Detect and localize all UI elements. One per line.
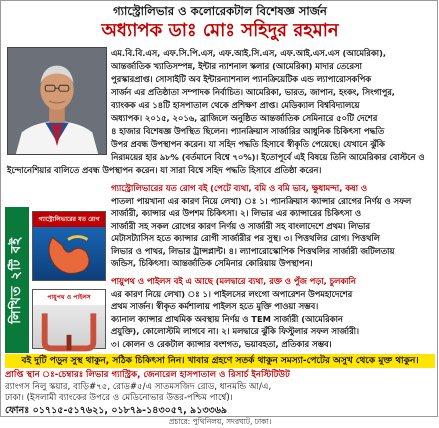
address-line: র‍্যাংগস নিলু স্কয়ার, বাড়ি#৭৫, রোড#৫/এ সাতমসজিদ রোড, ধানমন্ডি আ/এ, — [5, 381, 272, 392]
bio-line: উপর প্রবন্ধ উপস্থাপন করেন। যা সহিদ পদ্ধতি হিসাবে স্বীকৃতি পেয়েছে। যেখানে ঝুঁকি — [111, 139, 385, 149]
desc-line: সার্জারী সহ সকল রোগের কারণ নির্ণয় ও সার্জারী সহ বাংলাদেশে প্রথম। লিভার — [111, 220, 370, 231]
side-band-label: লিখিত ২টি বই — [8, 236, 24, 324]
header-subtitle: গ্যাস্ট্রোলিভার ও কলোরেকটাল বিশেষজ্ঞ সার্জন — [113, 4, 327, 18]
desc-line: গ্যাস্ট্রোলিভারের যত রোগ বই (পেটে ব্যথা, বমি ও বমি ভাব, ক্ষুধামন্দা, কষা ও — [111, 183, 368, 193]
chamber-address — [5, 370, 435, 428]
bio-line: ব্যাংকক এর ১৪টি হাসপাতাল থেকে প্রশিক্ষণ প্রাপ্ত। মেডিক্যাল বিশ্ববিদ্যালয়ে — [111, 100, 360, 110]
book1-description — [111, 182, 435, 270]
colon-illustration-icon — [33, 305, 105, 353]
books-side-band — [5, 207, 29, 353]
desc-line: সার্জারী, ক্যান্সার এর উপশম চিকিৎসা। ২। লিভার এর ক্যান্সারের চিকিৎসা ও — [111, 208, 362, 218]
book-cover-piles — [32, 289, 106, 349]
book2-description — [111, 275, 435, 350]
doctor-name-heading: অধ্যাপক ডাঃ মোঃ সহিদুর রহমান — [101, 20, 339, 41]
hospital-name: লিভার গ্যাস্ট্রিক, জেনারেল হাসপাতাল ও রিসার্চ ইনস্টিটিউট — [86, 370, 290, 380]
bio-line: নিরাময়ের হার ৯৮% (বর্তমানে বিশ্বে ৭০%)। ইতোপূর্বে এই বিষয়ে তিনি আমেরিকার বোস্টনে ও — [111, 152, 425, 162]
bio-line: সার্জন এর প্রতিষ্ঠাতা সম্পাদক নির্বাচিত। আমেরিকা, ভারত, জাপান, হংকং, সিংগাপুর, — [111, 87, 395, 97]
bio-line: আন্তর্জাতিক খ্যাতিসম্পন্ন, ইন্টার ন্যাশনাল স্কলার (আমেরিকা) মাদার তেরেসা — [111, 61, 362, 71]
bio-line: এম.বি.বি.এস, এফ.সি.পি.এস, এফ.আই.সি.এস, এফ.আই.এস.এস (আমেরিকা), — [111, 48, 387, 58]
desc-line: প্রথম সার্জন। স্বীকৃত কর্মশালায় পাইলস হতে মুক্তি পাওয়া সম্ভব। — [111, 301, 319, 311]
desc-line: ৩। কোলন ও রেকটাল ক্যান্সার বংশগত, ভয়াবহতা, প্রতিকার সম্ভব। — [111, 338, 332, 349]
address-label: প্রাপ্তি স্থান ঃ-চেম্বারঃ — [5, 370, 84, 380]
advice-banner: বই দুটি পড়ুন সুস্থ থাকুন, সঠিক চিকিৎসা নিন। খাবার গ্রহণে সতর্ক থাকুন সমস্যা-পেটের অসুখ থেকে মুক্ত থাকুন। — [5, 354, 435, 368]
address-line: ঢাকা। (ইসলামী ব্যাংকের উপরে ও মেডিনোভার উত্তর-পশ্চিম পার্শ্বে)। — [5, 393, 233, 403]
bio-line: অধ্যাপক। ২০১৫, ২০১৬, ব্রাজিলে অনুষ্ঠিত আন্তর্জাতিক সেমিনারে ৫০টি দেশের — [111, 113, 378, 123]
desc-line: এর কারণ নিয়ে লেখা) ঃ ১। পাইলসের লংগো অপারেশন উপমহাদেশের — [111, 288, 353, 299]
doctor-bio-continued — [7, 151, 435, 177]
stomach-illustration-icon — [33, 227, 105, 285]
bio-line: পুরস্কারপ্রাপ্ত। সোসাইটি অব ইন্টারন্যাশনাল প্যানক্রিয়েটিক এন্ড ল্যাপারোসকপিক — [111, 74, 372, 84]
doctor-bio — [111, 47, 435, 151]
desc-line: ক্যানাল ক্যান্সার প্রাথমিক অবস্থায় নির্ণয় ও TEM সার্জারী (আমেরিকান — [111, 313, 343, 324]
desc-line: প্রযুক্তি), কোলোস্টমি লাগবে না। ২। মলদ্বারে ঝুঁকি ফিস্টুলার সফল সার্জারী। — [111, 326, 359, 336]
desc-line: পায়ুপথ ও পাইলস বই এ আছে (মলদ্বারে ব্যথা, রক্ত ও পুঁজ পড়া, চুলকানি — [111, 276, 356, 286]
desc-line: মেটাসট্যাসিস হতে ক্যান্সার রোগী সার্জারীর পর সুস্থ। ৩। পিত্তথলির রোগ। পিত্তথলি — [111, 233, 380, 243]
doctor-photo — [7, 47, 107, 155]
publisher-credit: প্রচারে: পুথিনিলয়, সদরঘাট, ঢাকা। — [168, 417, 272, 426]
desc-line: জন্ডিস, চিকিৎসা। আন্তর্জাতিক সেমিনার কোরিয়ায় উপস্থাপন। — [111, 258, 313, 268]
book2-cover-title: পায়ুপথ ও পাইলস — [33, 290, 105, 305]
book1-cover-title: গ্যাস্ট্রোলিভারের যত রোগ — [33, 212, 105, 227]
desc-line: পাতলা পায়খানা এর কারণ নিয়ে লেখা) ঃ ১। প্যানক্রিয়াস ক্যান্সার রোগের নির্ণয় ও সফল — [111, 195, 412, 206]
phone-numbers: ফোনঃ ০১৭১৫-৫১৭৬২১, ০১৮৭৯-১৪৩০৫৭, ৯১৩৩৬৯ — [5, 404, 228, 416]
bio-line: ইন্দোনেশিয়ার বালিতে প্রবন্ধ উপস্থাপন করেন। যা সারা বিশ্বে সহিদ পদ্ধতি হিসাবে প্রতিষ্ঠা করেন। — [7, 165, 322, 175]
desc-line: লিভার ও পাথর, লিভার ট্রান্সপ্লান্ট। ৪। ল্যাপারোস্কোপিক পিত্তথলির সার্জারী জটিলতায় — [111, 245, 395, 256]
bio-line: ৪ হাজার বিশেষজ্ঞ উপস্থিত ছিলেন। প্যানক্রিয়াস সার্জারির আধুনিক চিকিৎসা পদ্ধতি — [111, 126, 385, 136]
book-cover-gastroliver — [32, 211, 106, 281]
